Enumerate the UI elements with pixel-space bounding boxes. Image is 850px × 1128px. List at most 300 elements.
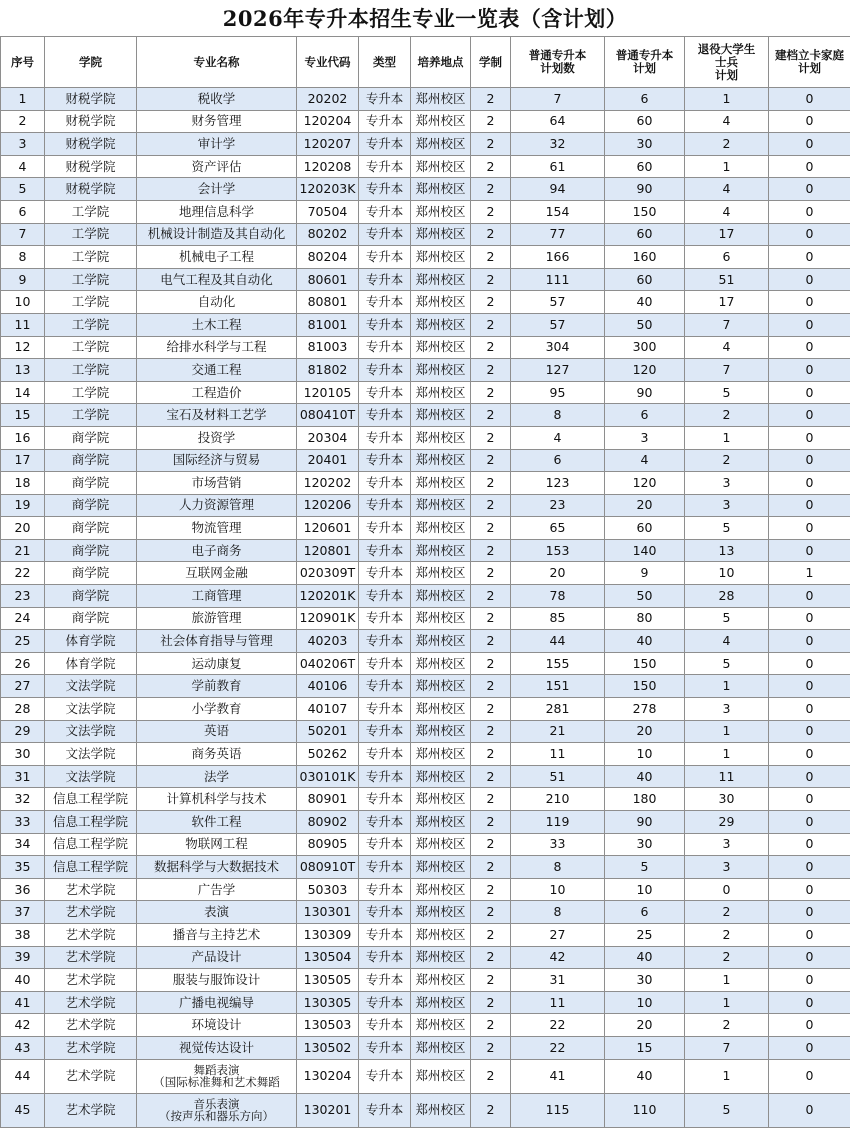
cell-campus: 郑州校区 [411, 359, 471, 382]
table-row [1, 313, 850, 336]
cell-poverty-family-plan: 0 [769, 923, 850, 946]
cell-regular-plan-count: 22 [511, 1014, 605, 1037]
cell-regular-plan: 6 [605, 901, 685, 924]
cell-campus: 郑州校区 [411, 178, 471, 201]
cell-regular-plan-count: 42 [511, 946, 605, 969]
cell-regular-plan: 60 [605, 517, 685, 540]
cell-type: 专升本 [359, 607, 411, 630]
cell-duration: 2 [471, 720, 511, 743]
cell-regular-plan: 40 [605, 946, 685, 969]
cell-campus: 郑州校区 [411, 878, 471, 901]
cell-campus: 郑州校区 [411, 223, 471, 246]
cell-college: 财税学院 [45, 155, 137, 178]
cell-campus: 郑州校区 [411, 404, 471, 427]
cell-regular-plan-count: 8 [511, 901, 605, 924]
cell-duration: 2 [471, 585, 511, 608]
cell-duration: 2 [471, 517, 511, 540]
cell-campus: 郑州校区 [411, 765, 471, 788]
cell-type: 专升本 [359, 562, 411, 585]
cell-college: 信息工程学院 [45, 856, 137, 879]
cell-type: 专升本 [359, 652, 411, 675]
cell-major-code: 120105 [297, 381, 359, 404]
cell-major-code: 120201K [297, 585, 359, 608]
header-regular-plan-count: 普通专升本 计划数 [511, 37, 605, 88]
cell-type: 专升本 [359, 178, 411, 201]
table-row [1, 404, 850, 427]
cell-index: 44 [1, 1059, 45, 1093]
cell-poverty-family-plan: 0 [769, 607, 850, 630]
header-campus: 培养地点 [411, 37, 471, 88]
cell-poverty-family-plan: 0 [769, 110, 850, 133]
cell-regular-plan: 150 [605, 652, 685, 675]
cell-poverty-family-plan: 0 [769, 698, 850, 721]
cell-index: 28 [1, 698, 45, 721]
cell-regular-plan: 40 [605, 1059, 685, 1093]
cell-veteran-plan: 1 [685, 1059, 769, 1093]
table-row [1, 720, 850, 743]
table-row [1, 675, 850, 698]
cell-duration: 2 [471, 607, 511, 630]
cell-regular-plan-count: 210 [511, 788, 605, 811]
cell-college: 艺术学院 [45, 1093, 137, 1127]
cell-regular-plan: 10 [605, 743, 685, 766]
cell-major-name: 市场营销 [137, 472, 297, 495]
cell-veteran-plan: 5 [685, 1093, 769, 1127]
table-row [1, 517, 850, 540]
cell-regular-plan-count: 6 [511, 449, 605, 472]
cell-index: 29 [1, 720, 45, 743]
cell-type: 专升本 [359, 946, 411, 969]
cell-major-code: 70504 [297, 200, 359, 223]
table-row [1, 426, 850, 449]
cell-veteran-plan: 30 [685, 788, 769, 811]
cell-index: 13 [1, 359, 45, 382]
cell-major-code: 120206 [297, 494, 359, 517]
cell-college: 艺术学院 [45, 991, 137, 1014]
cell-major-name: 地理信息科学 [137, 200, 297, 223]
cell-duration: 2 [471, 200, 511, 223]
cell-major-name: 会计学 [137, 178, 297, 201]
cell-campus: 郑州校区 [411, 268, 471, 291]
cell-poverty-family-plan: 0 [769, 878, 850, 901]
cell-poverty-family-plan: 0 [769, 426, 850, 449]
cell-campus: 郑州校区 [411, 607, 471, 630]
cell-poverty-family-plan: 0 [769, 88, 850, 111]
cell-campus: 郑州校区 [411, 1014, 471, 1037]
table-row [1, 607, 850, 630]
cell-major-name: 舞蹈表演 （国际标准舞和艺术舞蹈 [137, 1059, 297, 1093]
cell-poverty-family-plan: 0 [769, 946, 850, 969]
cell-duration: 2 [471, 404, 511, 427]
cell-regular-plan-count: 65 [511, 517, 605, 540]
cell-campus: 郑州校区 [411, 652, 471, 675]
table-row [1, 1014, 850, 1037]
header-duration: 学制 [471, 37, 511, 88]
cell-index: 6 [1, 200, 45, 223]
cell-major-code: 130309 [297, 923, 359, 946]
cell-regular-plan-count: 31 [511, 969, 605, 992]
cell-index: 16 [1, 426, 45, 449]
table-row [1, 833, 850, 856]
cell-major-name: 工商管理 [137, 585, 297, 608]
cell-duration: 2 [471, 856, 511, 879]
cell-poverty-family-plan: 0 [769, 720, 850, 743]
table-row [1, 585, 850, 608]
cell-regular-plan: 300 [605, 336, 685, 359]
cell-major-code: 81001 [297, 313, 359, 336]
cell-type: 专升本 [359, 268, 411, 291]
cell-poverty-family-plan: 0 [769, 991, 850, 1014]
cell-type: 专升本 [359, 675, 411, 698]
cell-index: 4 [1, 155, 45, 178]
cell-poverty-family-plan: 0 [769, 178, 850, 201]
cell-campus: 郑州校区 [411, 313, 471, 336]
cell-veteran-plan: 3 [685, 494, 769, 517]
cell-campus: 郑州校区 [411, 969, 471, 992]
cell-regular-plan-count: 64 [511, 110, 605, 133]
cell-regular-plan-count: 77 [511, 223, 605, 246]
cell-major-code: 40203 [297, 630, 359, 653]
cell-index: 36 [1, 878, 45, 901]
cell-regular-plan: 90 [605, 381, 685, 404]
cell-duration: 2 [471, 472, 511, 495]
cell-poverty-family-plan: 0 [769, 517, 850, 540]
cell-type: 专升本 [359, 788, 411, 811]
cell-campus: 郑州校区 [411, 291, 471, 314]
cell-major-name: 机械设计制造及其自动化 [137, 223, 297, 246]
cell-poverty-family-plan: 0 [769, 359, 850, 382]
cell-duration: 2 [471, 1036, 511, 1059]
cell-campus: 郑州校区 [411, 472, 471, 495]
cell-type: 专升本 [359, 223, 411, 246]
cell-college: 商学院 [45, 494, 137, 517]
cell-type: 专升本 [359, 1059, 411, 1093]
cell-duration: 2 [471, 1014, 511, 1037]
cell-regular-plan-count: 111 [511, 268, 605, 291]
cell-index: 2 [1, 110, 45, 133]
table-row [1, 200, 850, 223]
cell-campus: 郑州校区 [411, 856, 471, 879]
cell-major-name: 机械电子工程 [137, 246, 297, 269]
cell-college: 艺术学院 [45, 1059, 137, 1093]
cell-regular-plan: 6 [605, 404, 685, 427]
cell-duration: 2 [471, 991, 511, 1014]
table-row [1, 381, 850, 404]
cell-duration: 2 [471, 923, 511, 946]
cell-college: 工学院 [45, 313, 137, 336]
cell-veteran-plan: 28 [685, 585, 769, 608]
table-row [1, 472, 850, 495]
cell-veteran-plan: 10 [685, 562, 769, 585]
table-row [1, 246, 850, 269]
cell-regular-plan: 15 [605, 1036, 685, 1059]
cell-campus: 郑州校区 [411, 901, 471, 924]
cell-index: 40 [1, 969, 45, 992]
cell-college: 艺术学院 [45, 1036, 137, 1059]
cell-duration: 2 [471, 246, 511, 269]
cell-major-code: 130204 [297, 1059, 359, 1093]
cell-college: 工学院 [45, 268, 137, 291]
cell-major-code: 80902 [297, 811, 359, 834]
cell-veteran-plan: 2 [685, 946, 769, 969]
cell-regular-plan-count: 11 [511, 743, 605, 766]
cell-major-code: 120801 [297, 539, 359, 562]
cell-college: 商学院 [45, 562, 137, 585]
cell-poverty-family-plan: 0 [769, 155, 850, 178]
cell-college: 工学院 [45, 359, 137, 382]
cell-regular-plan: 3 [605, 426, 685, 449]
table-row [1, 969, 850, 992]
header-major-code: 专业代码 [297, 37, 359, 88]
cell-type: 专升本 [359, 517, 411, 540]
cell-major-code: 120204 [297, 110, 359, 133]
cell-index: 26 [1, 652, 45, 675]
cell-major-code: 80202 [297, 223, 359, 246]
cell-campus: 郑州校区 [411, 494, 471, 517]
cell-poverty-family-plan: 0 [769, 494, 850, 517]
cell-campus: 郑州校区 [411, 923, 471, 946]
cell-college: 艺术学院 [45, 946, 137, 969]
cell-regular-plan-count: 21 [511, 720, 605, 743]
header-major-name: 专业名称 [137, 37, 297, 88]
cell-major-code: 120208 [297, 155, 359, 178]
cell-regular-plan: 30 [605, 969, 685, 992]
cell-major-name: 物联网工程 [137, 833, 297, 856]
cell-veteran-plan: 2 [685, 404, 769, 427]
table-row [1, 630, 850, 653]
cell-regular-plan-count: 23 [511, 494, 605, 517]
header-regular-plan: 普通专升本 计划 [605, 37, 685, 88]
cell-poverty-family-plan: 0 [769, 811, 850, 834]
cell-regular-plan-count: 95 [511, 381, 605, 404]
cell-regular-plan-count: 153 [511, 539, 605, 562]
cell-major-code: 80901 [297, 788, 359, 811]
cell-type: 专升本 [359, 878, 411, 901]
cell-poverty-family-plan: 0 [769, 675, 850, 698]
cell-index: 32 [1, 788, 45, 811]
cell-index: 11 [1, 313, 45, 336]
table-row [1, 133, 850, 156]
cell-duration: 2 [471, 539, 511, 562]
cell-regular-plan: 20 [605, 720, 685, 743]
cell-major-code: 80801 [297, 291, 359, 314]
cell-type: 专升本 [359, 539, 411, 562]
cell-regular-plan: 30 [605, 833, 685, 856]
table-row [1, 539, 850, 562]
cell-regular-plan: 20 [605, 1014, 685, 1037]
cell-poverty-family-plan: 0 [769, 268, 850, 291]
cell-regular-plan: 110 [605, 1093, 685, 1127]
cell-index: 18 [1, 472, 45, 495]
cell-duration: 2 [471, 178, 511, 201]
cell-veteran-plan: 1 [685, 969, 769, 992]
cell-major-name: 审计学 [137, 133, 297, 156]
cell-regular-plan-count: 94 [511, 178, 605, 201]
cell-major-code: 130305 [297, 991, 359, 1014]
cell-major-name: 土木工程 [137, 313, 297, 336]
cell-veteran-plan: 1 [685, 743, 769, 766]
cell-duration: 2 [471, 901, 511, 924]
header-veteran-plan: 退役大学生 士兵 计划 [685, 37, 769, 88]
cell-campus: 郑州校区 [411, 788, 471, 811]
cell-index: 39 [1, 946, 45, 969]
cell-index: 3 [1, 133, 45, 156]
cell-duration: 2 [471, 946, 511, 969]
table-row [1, 652, 850, 675]
cell-major-code: 130504 [297, 946, 359, 969]
cell-major-code: 080910T [297, 856, 359, 879]
cell-major-name: 工程造价 [137, 381, 297, 404]
cell-duration: 2 [471, 698, 511, 721]
cell-major-name: 计算机科学与技术 [137, 788, 297, 811]
cell-college: 工学院 [45, 246, 137, 269]
cell-regular-plan-count: 10 [511, 878, 605, 901]
cell-veteran-plan: 1 [685, 88, 769, 111]
cell-major-code: 80601 [297, 268, 359, 291]
cell-type: 专升本 [359, 200, 411, 223]
cell-type: 专升本 [359, 359, 411, 382]
cell-veteran-plan: 3 [685, 698, 769, 721]
cell-regular-plan-count: 8 [511, 856, 605, 879]
cell-type: 专升本 [359, 494, 411, 517]
cell-index: 42 [1, 1014, 45, 1037]
cell-type: 专升本 [359, 110, 411, 133]
cell-index: 20 [1, 517, 45, 540]
table-row [1, 1036, 850, 1059]
cell-index: 22 [1, 562, 45, 585]
cell-regular-plan: 140 [605, 539, 685, 562]
cell-type: 专升本 [359, 1093, 411, 1127]
cell-college: 工学院 [45, 291, 137, 314]
cell-college: 财税学院 [45, 133, 137, 156]
cell-campus: 郑州校区 [411, 110, 471, 133]
cell-duration: 2 [471, 426, 511, 449]
cell-college: 文法学院 [45, 675, 137, 698]
cell-regular-plan: 180 [605, 788, 685, 811]
cell-poverty-family-plan: 0 [769, 833, 850, 856]
cell-campus: 郑州校区 [411, 833, 471, 856]
cell-veteran-plan: 1 [685, 426, 769, 449]
cell-poverty-family-plan: 0 [769, 765, 850, 788]
header-college: 学院 [45, 37, 137, 88]
cell-regular-plan: 40 [605, 765, 685, 788]
table-row [1, 291, 850, 314]
cell-veteran-plan: 1 [685, 155, 769, 178]
cell-type: 专升本 [359, 426, 411, 449]
cell-major-name: 环境设计 [137, 1014, 297, 1037]
cell-duration: 2 [471, 652, 511, 675]
cell-veteran-plan: 13 [685, 539, 769, 562]
cell-duration: 2 [471, 223, 511, 246]
table-row [1, 788, 850, 811]
cell-duration: 2 [471, 381, 511, 404]
cell-poverty-family-plan: 0 [769, 200, 850, 223]
cell-major-name: 软件工程 [137, 811, 297, 834]
table-row [1, 494, 850, 517]
cell-college: 文法学院 [45, 765, 137, 788]
cell-poverty-family-plan: 0 [769, 743, 850, 766]
cell-major-name: 给排水科学与工程 [137, 336, 297, 359]
cell-veteran-plan: 2 [685, 923, 769, 946]
table-row [1, 946, 850, 969]
cell-veteran-plan: 17 [685, 223, 769, 246]
cell-college: 体育学院 [45, 630, 137, 653]
cell-veteran-plan: 5 [685, 607, 769, 630]
cell-type: 专升本 [359, 833, 411, 856]
cell-poverty-family-plan: 0 [769, 630, 850, 653]
cell-type: 专升本 [359, 1014, 411, 1037]
cell-regular-plan: 90 [605, 178, 685, 201]
cell-major-name: 服装与服饰设计 [137, 969, 297, 992]
cell-major-code: 81003 [297, 336, 359, 359]
cell-campus: 郑州校区 [411, 517, 471, 540]
cell-veteran-plan: 2 [685, 1014, 769, 1037]
cell-college: 信息工程学院 [45, 811, 137, 834]
cell-regular-plan: 25 [605, 923, 685, 946]
header-poverty-family-plan: 建档立卡家庭 计划 [769, 37, 850, 88]
cell-type: 专升本 [359, 856, 411, 879]
cell-campus: 郑州校区 [411, 155, 471, 178]
cell-duration: 2 [471, 155, 511, 178]
cell-type: 专升本 [359, 585, 411, 608]
table-row [1, 110, 850, 133]
cell-regular-plan-count: 154 [511, 200, 605, 223]
cell-index: 12 [1, 336, 45, 359]
cell-poverty-family-plan: 0 [769, 856, 850, 879]
cell-college: 商学院 [45, 472, 137, 495]
enrollment-table [0, 36, 850, 1128]
cell-campus: 郑州校区 [411, 200, 471, 223]
cell-regular-plan: 120 [605, 359, 685, 382]
cell-poverty-family-plan: 0 [769, 472, 850, 495]
cell-regular-plan: 30 [605, 133, 685, 156]
cell-type: 专升本 [359, 1036, 411, 1059]
cell-regular-plan-count: 11 [511, 991, 605, 1014]
cell-regular-plan: 278 [605, 698, 685, 721]
cell-duration: 2 [471, 494, 511, 517]
cell-college: 体育学院 [45, 652, 137, 675]
cell-college: 商学院 [45, 426, 137, 449]
cell-regular-plan: 9 [605, 562, 685, 585]
cell-major-name: 表演 [137, 901, 297, 924]
cell-major-name: 税收学 [137, 88, 297, 111]
cell-regular-plan: 50 [605, 585, 685, 608]
cell-campus: 郑州校区 [411, 88, 471, 111]
cell-regular-plan-count: 123 [511, 472, 605, 495]
cell-index: 31 [1, 765, 45, 788]
cell-regular-plan: 20 [605, 494, 685, 517]
cell-index: 45 [1, 1093, 45, 1127]
cell-major-name: 宝石及材料工艺学 [137, 404, 297, 427]
cell-major-name: 社会体育指导与管理 [137, 630, 297, 653]
cell-type: 专升本 [359, 449, 411, 472]
cell-college: 文法学院 [45, 720, 137, 743]
cell-regular-plan: 10 [605, 878, 685, 901]
cell-major-name: 投资学 [137, 426, 297, 449]
table-row [1, 1059, 850, 1093]
cell-campus: 郑州校区 [411, 698, 471, 721]
cell-major-name: 法学 [137, 765, 297, 788]
cell-index: 1 [1, 88, 45, 111]
cell-poverty-family-plan: 0 [769, 1059, 850, 1093]
cell-campus: 郑州校区 [411, 426, 471, 449]
cell-major-name: 交通工程 [137, 359, 297, 382]
cell-major-code: 120202 [297, 472, 359, 495]
cell-college: 工学院 [45, 200, 137, 223]
cell-regular-plan: 4 [605, 449, 685, 472]
cell-regular-plan-count: 44 [511, 630, 605, 653]
cell-campus: 郑州校区 [411, 946, 471, 969]
